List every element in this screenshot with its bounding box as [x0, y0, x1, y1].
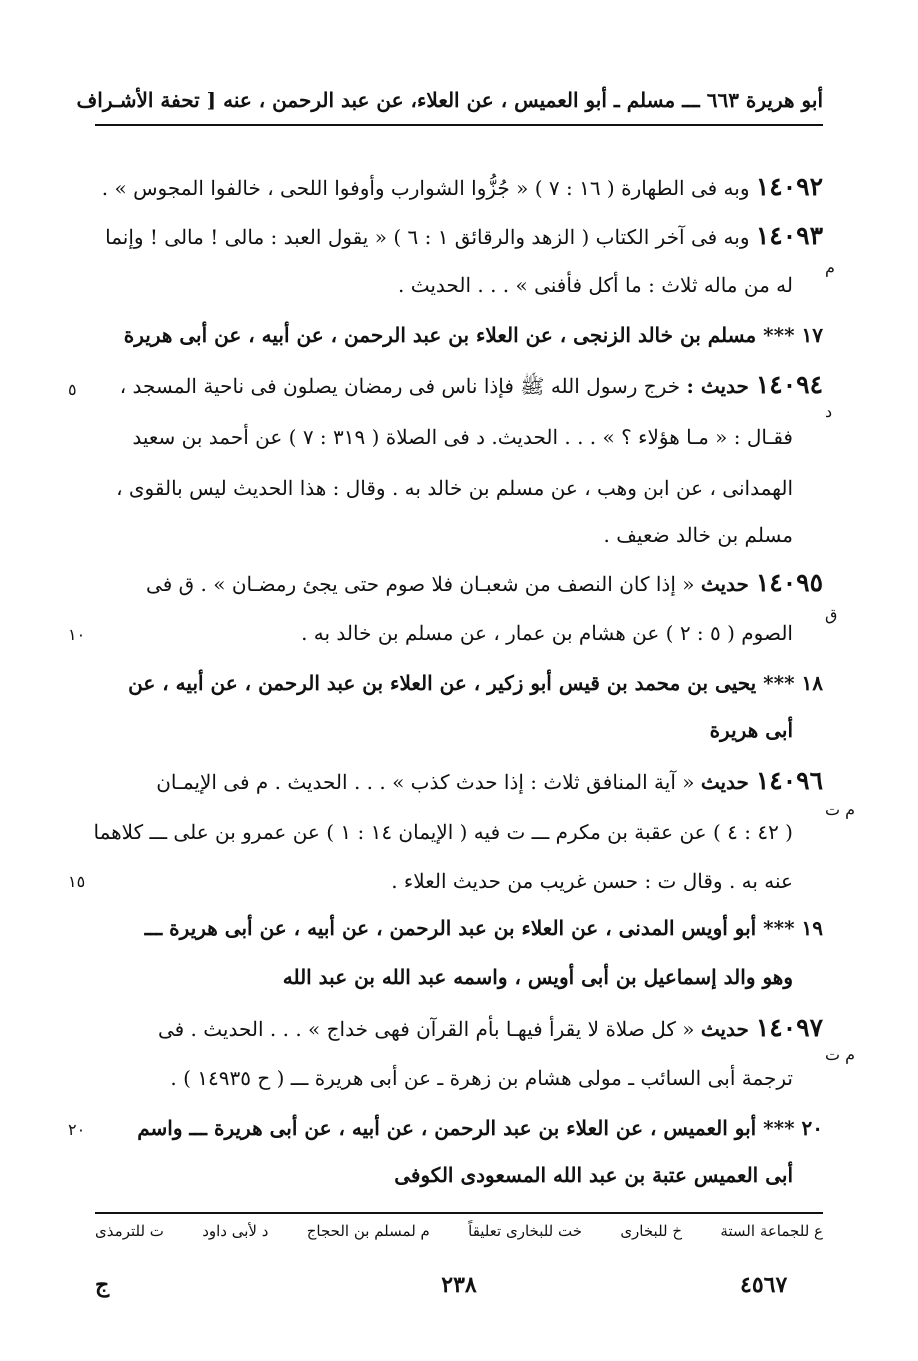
legend-item: ت للترمذى [95, 1222, 164, 1240]
narrator-heading-17: ١٧ *** مسلم بن خالد الزنجى ، عن العلاء بن عبد الرحمن ، عن أبيه ، عن أبى هريرة [123, 323, 823, 347]
abbreviation-legend [95, 1222, 823, 1252]
line-number: ٥ [68, 380, 77, 399]
hadith-number: ١٤٠٩٧ [755, 1013, 823, 1042]
line-number: ٢٠ [68, 1120, 86, 1139]
line-number: ١٥ [68, 872, 86, 891]
hadith-14096-cont: عنه به . وقال ت : حسن غريب من حديث العلاء . [391, 869, 793, 893]
hadith-text: « آية المنافق ثلاث : إذا حدث كذب » . . . الحديث . م فى الإيمـان [156, 770, 701, 794]
header-rule [95, 124, 823, 126]
hadith-label: حديث [700, 1017, 756, 1041]
legend-item: خت للبخارى تعليقاً [468, 1222, 583, 1240]
legend-item: ع للجماعة الستة [720, 1222, 823, 1240]
volume-number: ٤٥٦٧ [740, 1272, 788, 1298]
hadith-14094 [95, 370, 823, 400]
narrator-heading-19-cont: وهو والد إسماعيل بن أبى أويس ، واسمه عبد الله بن عبد الله [282, 965, 793, 989]
hadith-number: ١٤٠٩٦ [755, 766, 823, 795]
hadith-14094-cont: فقـال : « مـا هؤلاء ؟ » . . . الحديث. د فى الصلاة ( ٣١٩ : ٧ ) عن أحمد بن سعيد [132, 425, 793, 449]
narrator-heading-20-cont: أبى العميس عتبة بن عبد الله المسعودى الكوفى [394, 1163, 793, 1187]
hadith-14096-cont: ( ٤٢ : ٤ ) عن عقبة بن مكرم ـــ ت فيه ( الإيمان ١٤ : ١ ) عن عمرو بن على ـــ كلاهما [93, 820, 793, 844]
hadith-text: « إذا كان النصف من شعبـان فلا صوم حتى يجئ رمضـان » . ق فى [146, 572, 701, 596]
hadith-14095 [95, 568, 823, 598]
hadith-text: خرج رسول الله ﷺ فإذا ناس فى رمضان يصلون فى ناحية المسجد ، [119, 374, 687, 398]
legend-item: خ للبخارى [620, 1222, 683, 1240]
hadith-label: حديث [700, 572, 756, 596]
hadith-14094-cont: الهمدانى ، عن ابن وهب ، عن مسلم بن خالد به . وقال : هذا الحديث ليس بالقوى ، [116, 476, 793, 500]
signature-mark: ج [95, 1272, 110, 1298]
hadith-text: « كل صلاة لا يقرأ فيهـا بأم القرآن فهى خداج » . . . الحديث . فى [157, 1017, 701, 1041]
footer-rule [95, 1212, 823, 1214]
hadith-number: ١٤٠٩٥ [755, 568, 823, 597]
hadith-14096 [95, 766, 823, 796]
narrator-heading-18-cont: أبى هريرة [709, 718, 793, 742]
narrator-heading-18: ١٨ *** يحيى بن محمد بن قيس أبو زكير ، عن العلاء بن عبد الرحمن ، عن أبيه ، عن [128, 671, 823, 695]
hadith-14097-cont: ترجمة أبى السائب ـ مولى هشام بن زهرة ـ عن أبى هريرة ـــ ( ح ١٤٩٣٥ ) . [170, 1066, 793, 1090]
hadith-14095-cont: الصوم ( ٥ : ٢ ) عن هشام بن عمار ، عن مسلم بن خالد به . [301, 621, 793, 645]
hadith-14094-cont: مسلم بن خالد ضعيف . [603, 523, 793, 547]
legend-item: د لأبى داود [202, 1222, 269, 1240]
hadith-14092 [95, 172, 823, 202]
margin-siglum: د [825, 402, 833, 421]
narrator-heading-19: ١٩ *** أبو أويس المدنى ، عن العلاء بن عبد الرحمن ، عن أبيه ، عن أبى هريرة ـــ [144, 916, 823, 940]
margin-siglum: م ت [825, 1045, 856, 1064]
hadith-text: وبه فى الطهارة ( ١٦ : ٧ ) « جُزُّوا الشوارب وأوفوا اللحى ، خالفوا المجوس » . [101, 176, 756, 200]
margin-siglum: م ت [825, 800, 856, 819]
line-number: ١٠ [68, 625, 86, 644]
narrator-heading-20: ٢٠ *** أبو العميس ، عن العلاء بن عبد الرحمن ، عن أبيه ، عن أبى هريرة ـــ واسم [137, 1116, 823, 1140]
running-header: أبو هريرة ٦٦٣ ـــ مسلم ـ أبو العميس ، عن العلاء، عن عبد الرحمن ، عنه [ تحفة الأشـراف [76, 88, 823, 112]
hadith-text: وبه فى آخر الكتاب ( الزهد والرقائق ١ : ٦ ) « يقول العبد : مالى ! مالى ! وإنما [105, 225, 756, 249]
hadith-14093-cont: له من ماله ثلاث : ما أكل فأفنى » . . . الحديث . [398, 273, 793, 297]
margin-siglum: م [825, 258, 835, 277]
hadith-14097 [95, 1013, 823, 1043]
legend-item: م لمسلم بن الحجاج [306, 1222, 430, 1240]
page-number: ٢٣٨ [441, 1272, 477, 1298]
hadith-number: ١٤٠٩٢ [755, 172, 823, 201]
hadith-label: حديث : [686, 374, 756, 398]
hadith-14093 [95, 221, 823, 251]
hadith-number: ١٤٠٩٣ [755, 221, 823, 250]
hadith-label: حديث [700, 770, 756, 794]
hadith-number: ١٤٠٩٤ [755, 370, 823, 399]
margin-siglum: ق [825, 605, 838, 624]
